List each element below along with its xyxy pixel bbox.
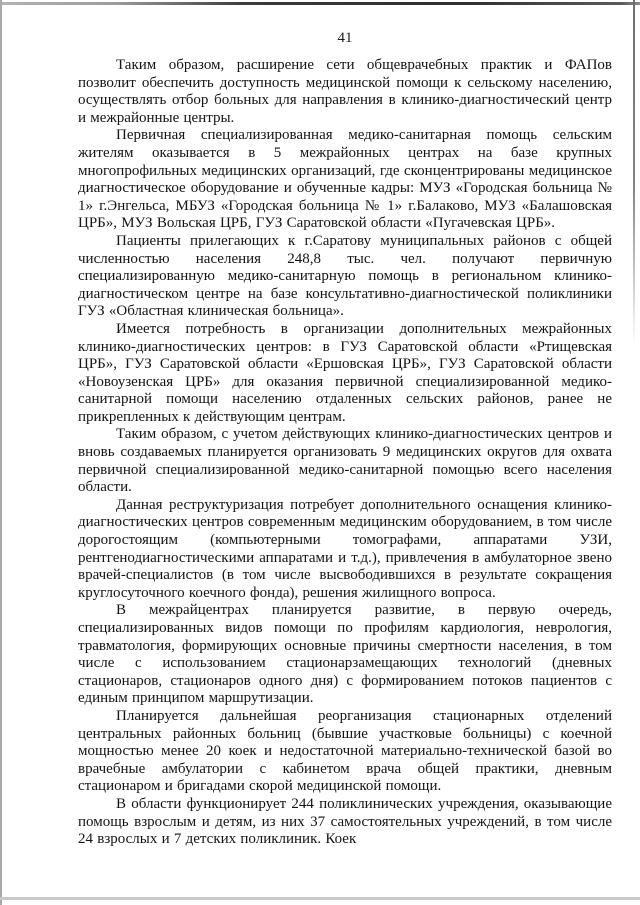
document-body — [78, 57, 612, 849]
paragraph-1: Таким образом, расширение сети общеврачебных практик и ФАПов позволит обеспечить доступность медицинской помощи к сельскому населению, осуществлять отбор больных для направления в клинико-диагностический центр и межрайонные центры. — [78, 57, 612, 126]
page-number: 41 — [337, 30, 353, 46]
paragraph-8: Планируется дальнейшая реорганизация стационарных отделений центральных районных больниц (бывшие участковые больницы) с коечной мощностью менее 20 коек и недостаточной материально-технической базой во врачебные амбулатории с кабинетом врача общей практики, дневным стационаром и бригадами скорой медицинской помощи. — [78, 707, 612, 795]
paragraph-3: Пациенты прилегающих к г.Саратову муниципальных районов с общей численностью населения 248,8 тыс. чел. получают первичную специализированную медико-санитарную помощь в региональном клинико-диагностическом центре на базе консультативно-диагностической поликлиники ГУЗ «Областная клиническая больница». — [78, 232, 612, 320]
scan-edge-left — [0, 0, 2, 905]
paragraph-9: В области функционирует 244 поликлинических учреждения, оказывающие помощь взрослым и детям, из них 37 самостоятельных учреждений, в том числе 24 взрослых и 7 детских поликлиник. Коек — [78, 795, 612, 848]
scan-edge-top — [0, 2, 640, 5]
scan-edge-right — [633, 0, 635, 345]
paragraph-6: Данная реструктуризация потребует дополнительного оснащения клинико-диагностических центров современным медицинским оборудованием, в том числе дорогостоящим (компьютерными томографами, аппаратами УЗИ, рентгенодиагностическими аппаратами и т.д.), привлечения в амбулаторное звено врачей-специалистов (в том числе высвободившихся в результате сокращения круглосуточного коечного фонда), решения жилищного вопроса. — [78, 496, 612, 601]
paragraph-4: Имеется потребность в организации дополнительных межрайонных клинико-диагностических центров: в ГУЗ Саратовской области «Ртищевская ЦРБ», ГУЗ Саратовской области «Ершовская ЦРБ», ГУЗ Саратовской области «Новоузенская ЦРБ» для оказания первичной специализированной медико-санитарной помощи населению отдаленных сельских районов, ранее не прикрепленных к действующим центрам. — [78, 320, 612, 425]
paragraph-5: Таким образом, с учетом действующих клинико-диагностических центров и вновь создаваемых планируется организовать 9 медицинских округов для охвата первичной специализированной медико-санитарной помощью всего населения области. — [78, 426, 612, 496]
scan-edge-bottom — [0, 897, 640, 900]
paragraph-2: Первичная специализированная медико-санитарная помощь сельским жителям оказывается в 5 межрайонных центрах на базе крупных многопрофильных медицинских организаций, где сконцентрированы медицинское диагностическое оборудование и обученные кадры: МУЗ «Городская больница № 1» г.Энгельса, МБУЗ «Городская больница № 1» г.Балаково, МУЗ «Балашовская ЦРБ», МУЗ Вольская ЦРБ, ГУЗ Саратовской области «Пугачевская ЦРБ». — [78, 127, 612, 232]
paragraph-7: В межрайцентрах планируется развитие, в первую очередь, специализированных видов помощи по профилям кардиология, неврология, травматология, формирующих основные причины смертности населения, в том числе с использованием стационарзамещающих технологий (дневных стационаров, стационаров одного дня) с формированием потоков пациентов с единым принципом маршрутизации. — [78, 602, 612, 707]
